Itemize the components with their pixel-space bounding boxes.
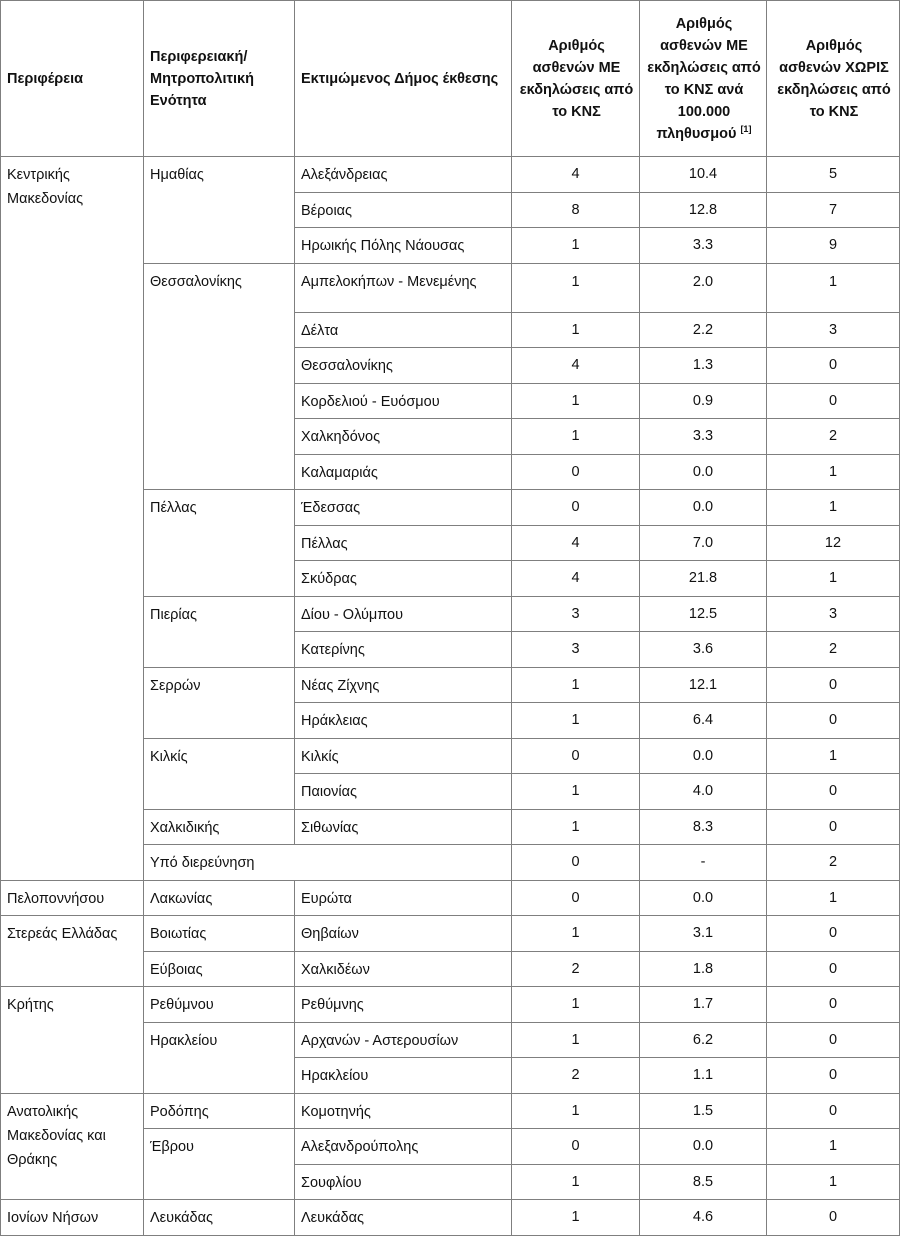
municipality-cell: Νέας Ζίχνης [295, 667, 512, 703]
per100k-cell: 1.1 [640, 1058, 767, 1094]
per100k-cell: 4.0 [640, 774, 767, 810]
without-cell: 3 [767, 312, 900, 348]
municipality-cell: Σιθωνίας [295, 809, 512, 845]
with-cell: 1 [512, 419, 640, 455]
unit-cell: Υπό διερεύνηση [144, 845, 512, 881]
unit-cell: Πιερίας [144, 596, 295, 667]
with-cell: 0 [512, 845, 640, 881]
per100k-cell: 1.7 [640, 987, 767, 1023]
municipality-cell: Ηρωικής Πόλης Νάουσας [295, 228, 512, 264]
municipality-cell: Κιλκίς [295, 738, 512, 774]
without-cell: 1 [767, 1164, 900, 1200]
municipality-cell: Χαλκιδέων [295, 951, 512, 987]
header-municipality: Εκτιμώμενος Δήμος έκθεσης [295, 1, 512, 157]
unit-cell: Ηρακλείου [144, 1022, 295, 1093]
municipality-cell: Δίου - Ολύμπου [295, 596, 512, 632]
with-cell: 1 [512, 703, 640, 739]
municipality-cell: Βέροιας [295, 192, 512, 228]
header-without-symptoms: Αριθμός ασθενών ΧΩΡΙΣ εκδηλώσεις από το ΚΝΣ [767, 1, 900, 157]
without-cell: 1 [767, 490, 900, 526]
with-cell: 3 [512, 632, 640, 668]
without-cell: 0 [767, 774, 900, 810]
with-cell: 1 [512, 383, 640, 419]
without-cell: 0 [767, 916, 900, 952]
with-cell: 1 [512, 809, 640, 845]
per100k-cell: 8.3 [640, 809, 767, 845]
without-cell: 0 [767, 809, 900, 845]
unit-cell: Ημαθίας [144, 157, 295, 264]
per100k-cell: 4.6 [640, 1200, 767, 1236]
unit-cell: Κιλκίς [144, 738, 295, 809]
header-region: Περιφέρεια [1, 1, 144, 157]
with-cell: 1 [512, 1093, 640, 1129]
municipality-cell: Ηράκλειας [295, 703, 512, 739]
header-with-symptoms: Αριθμός ασθενών ΜΕ εκδηλώσεις από το ΚΝΣ [512, 1, 640, 157]
without-cell: 1 [767, 454, 900, 490]
unit-cell: Βοιωτίας [144, 916, 295, 952]
unit-cell: Σερρών [144, 667, 295, 738]
table-row [1, 157, 900, 193]
per100k-cell: 12.8 [640, 192, 767, 228]
unit-cell: Λακωνίας [144, 880, 295, 916]
header-row [1, 1, 900, 157]
with-cell: 3 [512, 596, 640, 632]
unit-cell: Ρεθύμνου [144, 987, 295, 1023]
per100k-cell: 10.4 [640, 157, 767, 193]
unit-cell: Πέλλας [144, 490, 295, 597]
per100k-cell: 2.0 [640, 263, 767, 312]
without-cell: 9 [767, 228, 900, 264]
municipality-cell: Έδεσσας [295, 490, 512, 526]
with-cell: 1 [512, 916, 640, 952]
with-cell: 1 [512, 263, 640, 312]
per100k-cell: 3.1 [640, 916, 767, 952]
table-row [1, 1093, 900, 1129]
header-per-100k-label: Αριθμός ασθενών ΜΕ εκδηλώσεις από το ΚΝΣ ανά 100.000 πληθυσμού [647, 15, 761, 142]
municipality-cell: Δέλτα [295, 312, 512, 348]
municipality-cell: Παιονίας [295, 774, 512, 810]
with-cell: 1 [512, 987, 640, 1023]
without-cell: 0 [767, 1200, 900, 1236]
region-cell: Κεντρικής Μακεδονίας [1, 157, 144, 881]
without-cell: 2 [767, 845, 900, 881]
municipality-cell: Κορδελιού - Ευόσμου [295, 383, 512, 419]
municipality-cell: Σκύδρας [295, 561, 512, 597]
with-cell: 1 [512, 228, 640, 264]
municipality-cell: Κομοτηνής [295, 1093, 512, 1129]
table-row [1, 916, 900, 952]
without-cell: 12 [767, 525, 900, 561]
per100k-cell: 1.8 [640, 951, 767, 987]
unit-cell: Εύβοιας [144, 951, 295, 987]
without-cell: 0 [767, 1058, 900, 1094]
per100k-cell: - [640, 845, 767, 881]
without-cell: 3 [767, 596, 900, 632]
per100k-cell: 6.4 [640, 703, 767, 739]
without-cell: 1 [767, 561, 900, 597]
per100k-cell: 3.6 [640, 632, 767, 668]
municipality-cell: Αλεξανδρούπολης [295, 1129, 512, 1165]
with-cell: 4 [512, 348, 640, 384]
municipality-cell: Χαλκηδόνος [295, 419, 512, 455]
region-cell: Πελοποννήσου [1, 880, 144, 916]
region-cell: Κρήτης [1, 987, 144, 1094]
with-cell: 8 [512, 192, 640, 228]
without-cell: 1 [767, 263, 900, 312]
per100k-cell: 0.0 [640, 1129, 767, 1165]
table-row [1, 1200, 900, 1236]
unit-cell: Χαλκιδικής [144, 809, 295, 845]
municipality-cell: Θηβαίων [295, 916, 512, 952]
without-cell: 7 [767, 192, 900, 228]
with-cell: 1 [512, 774, 640, 810]
municipality-cell: Σουφλίου [295, 1164, 512, 1200]
without-cell: 1 [767, 738, 900, 774]
municipality-cell: Αμπελοκήπων - Μενεμένης [295, 263, 512, 312]
per100k-cell: 21.8 [640, 561, 767, 597]
municipality-cell: Θεσσαλονίκης [295, 348, 512, 384]
without-cell: 2 [767, 419, 900, 455]
without-cell: 0 [767, 667, 900, 703]
municipality-cell: Λευκάδας [295, 1200, 512, 1236]
per100k-cell: 8.5 [640, 1164, 767, 1200]
per100k-cell: 0.0 [640, 880, 767, 916]
per100k-cell: 3.3 [640, 228, 767, 264]
with-cell: 0 [512, 880, 640, 916]
without-cell: 0 [767, 1022, 900, 1058]
header-per-100k [640, 1, 767, 157]
per100k-cell: 2.2 [640, 312, 767, 348]
per100k-cell: 0.9 [640, 383, 767, 419]
without-cell: 2 [767, 632, 900, 668]
municipality-cell: Καλαμαριάς [295, 454, 512, 490]
without-cell: 0 [767, 951, 900, 987]
unit-cell: Έβρου [144, 1129, 295, 1200]
per100k-cell: 0.0 [640, 490, 767, 526]
municipality-cell: Πέλλας [295, 525, 512, 561]
unit-cell: Λευκάδας [144, 1200, 295, 1236]
header-unit: Περιφερειακή/ Μητροπολιτική Ενότητα [144, 1, 295, 157]
without-cell: 1 [767, 1129, 900, 1165]
per100k-cell: 0.0 [640, 454, 767, 490]
table-row [1, 987, 900, 1023]
with-cell: 2 [512, 1058, 640, 1094]
municipality-cell: Ρεθύμνης [295, 987, 512, 1023]
with-cell: 1 [512, 667, 640, 703]
with-cell: 1 [512, 1164, 640, 1200]
with-cell: 0 [512, 1129, 640, 1165]
municipality-cell: Αρχανών - Αστερουσίων [295, 1022, 512, 1058]
per100k-cell: 3.3 [640, 419, 767, 455]
per100k-cell: 7.0 [640, 525, 767, 561]
without-cell: 0 [767, 383, 900, 419]
without-cell: 0 [767, 987, 900, 1023]
without-cell: 0 [767, 348, 900, 384]
without-cell: 0 [767, 703, 900, 739]
per100k-cell: 12.5 [640, 596, 767, 632]
region-cell: Ανατολικής Μακεδονίας και Θράκης [1, 1093, 144, 1200]
municipality-cell: Κατερίνης [295, 632, 512, 668]
per100k-cell: 1.3 [640, 348, 767, 384]
municipality-cell: Ηρακλείου [295, 1058, 512, 1094]
with-cell: 2 [512, 951, 640, 987]
per100k-cell: 6.2 [640, 1022, 767, 1058]
with-cell: 1 [512, 1200, 640, 1236]
without-cell: 0 [767, 1093, 900, 1129]
with-cell: 4 [512, 157, 640, 193]
unit-cell: Θεσσαλονίκης [144, 263, 295, 490]
per100k-cell: 0.0 [640, 738, 767, 774]
per100k-cell: 1.5 [640, 1093, 767, 1129]
per100k-cell: 12.1 [640, 667, 767, 703]
region-cell: Ιονίων Νήσων [1, 1200, 144, 1236]
with-cell: 1 [512, 312, 640, 348]
with-cell: 0 [512, 454, 640, 490]
with-cell: 1 [512, 1022, 640, 1058]
region-cell: Στερεάς Ελλάδας [1, 916, 144, 987]
with-cell: 0 [512, 490, 640, 526]
without-cell: 1 [767, 880, 900, 916]
municipality-cell: Αλεξάνδρειας [295, 157, 512, 193]
with-cell: 4 [512, 561, 640, 597]
table-row [1, 880, 900, 916]
with-cell: 4 [512, 525, 640, 561]
with-cell: 0 [512, 738, 640, 774]
unit-cell: Ροδόπης [144, 1093, 295, 1129]
footnote-ref: [1] [740, 123, 752, 134]
without-cell: 5 [767, 157, 900, 193]
municipality-cell: Ευρώτα [295, 880, 512, 916]
